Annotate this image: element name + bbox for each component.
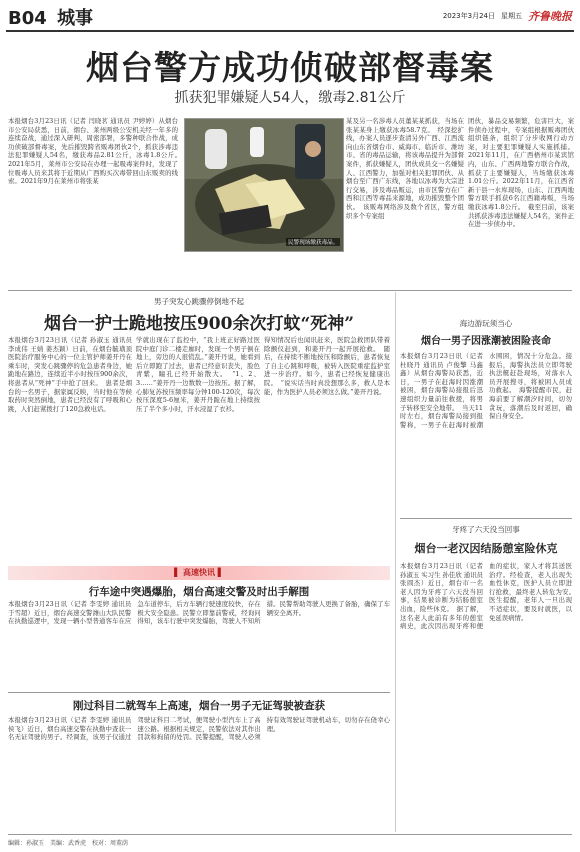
nurse-col-1: 本报烟台3月23日讯（记者 孙淑玉 通讯员 李成伟 王婧 姜杰颖）日前，在烟台毓璜顶医院治疗服务中心的一位主管护师姜开丹在乘车时，突发心跳骤停的危急患者身边，她跪地在路边，连续近半小时按压900余次，将患者从“死神”手中抢了回来。 患者是烟台的一名男子，据家属反映，当时他在等候取药时突然倒地，患者已经没有了呼吸和心跳，人们赶紧拨打了120急救电话。: [8, 336, 132, 413]
tooth-body: 本报烟台3月23日讯（记者 孙淑玉 实习生 孙佳欣 通讯员 张圆杰）近日，烟台市一名老人因为牙疼了六天没当回事，结果被诊断为结肠憩室出血，险些休克。 据了解，这名老人此前有多年的憩室病史，此次因出现牙疼和便血的症状，家人才将其送医治疗。经检查，老人出现失血性休克，医护人员立即进行抢救，最终老人转危为安。 医生提醒，老年人一旦出现不适症状，要及时就医，以免延误病情。: [400, 562, 579, 631]
highway-story-2-body: 本报烟台3月23日讯（记者 李雯婷 通讯员 侯飞）近日，烟台高速交警在执勤中查获一名无证驾驶的男子。经调查，该男子仅通过驾驶证科目二考试，便驾驶小型汽车上了高速公路。根据相关规定，民警依法对其作出罚款和拘留的处罚。民警提醒，驾驶人必须持有效驾驶证驾驶机动车，切勿存在侥幸心理。: [8, 716, 390, 742]
lead-col-2: 某及另一名涉毒人员董某某抓获，当场在张某某身上缴获冰毒58.7克。 经深挖扩线，办案人员逐步查清另外广西、江西流向山东省烟台市、威海市、临沂市、潍坊市、省的毒品运输，将该毒品提升为部督案件，抓获嫌疑人，团伙成员交一名嫌疑人、江西警力，加强对相关犯罪团伙、从烟台至广西广东线，各地以冰毒为大宗进行交易，涉及毒品贩运，由市区警方在广西和江西等毒品来源地，成功摧毁整个团伙。 该贩毒网络涉及数个省区，警方组织多个专案组: [346, 117, 464, 220]
divider-line: [8, 290, 572, 291]
lead-photo: [184, 118, 344, 252]
divider-line: [400, 518, 572, 519]
nurse-col-3: 得知情况后也闻讯赶来，医院急救团队带着除颤仪赶到，和姜开丹一起开展抢救。 随后，在持续不断地按压和除颤后，患者恢复了自主心跳和呼吸，被转入医院重症监护室进一步治疗。如今，患者已经恢复健康出院。 “说实话当时真没想那么多，救人是本能，作为医护人员必须这么做。”姜开丹说。: [264, 336, 390, 396]
section-name: 城事: [57, 8, 94, 29]
page-header-left: [8, 4, 93, 30]
photo-caption: 民警现场缴获毒品。: [288, 240, 339, 246]
seaside-headline: 烟台一男子因涨潮被困险丧命: [421, 336, 551, 347]
lead-subheadline: 抓获犯罪嫌疑人54人，缴毒2.81公斤: [174, 90, 406, 106]
page-number: B04: [8, 8, 47, 29]
newspaper-logo: 齐鲁晚报: [528, 10, 572, 23]
lead-col-1: 本报烟台3月23日讯（记者 闫晓茗 通讯员 尹婷婷）从烟台市公安局获悉，日前，烟台、莱州两级公安机关经一年多的连续奋战，通过深入研判、周密部署，多警种联合作战，成功侦破部督毒案，先后摧毁跨省贩毒团伙2个，抓获涉毒违法犯罪嫌疑人54名，缴获毒品2.81公斤，冰毒1.8公斤。 2021年5月，莱州市公安局在办理一起吸毒案件时，发现了位吸毒人员来其将于近期从广西购买次毒带回山东贩卖的线索。2021年9月在莱州市将张某: [8, 117, 185, 186]
highway-story-2-headline: 刚过科目二就驾车上高速，烟台一男子无证驾驶被查获: [73, 700, 325, 712]
lead-headline: 烟台警方成功侦破部督毒案: [86, 48, 494, 87]
header-rule: [6, 30, 574, 32]
nurse-headline: 烟台一护士跪地按压900余次打蚊“死神”: [43, 314, 355, 334]
column-divider: [395, 292, 396, 832]
nurse-kicker: 男子突发心跳骤停倒地不起: [154, 297, 244, 306]
tooth-headline: 烟台一老汉因结肠憩室险休克: [414, 542, 558, 555]
drug-seizure-photo: [185, 119, 343, 251]
highway-story-1-headline: 行车途中突遇爆胎，烟台高速交警及时出手解围: [88, 586, 310, 598]
section-banner-label: ▌ 高速快讯 ▌: [174, 568, 224, 577]
highway-story-1-body: 本报烟台3月23日讯（记者 李雯婷 通讯员 于雪超）近日，烟台高速交警潍山大队民警在执勤巡逻中，发现一辆小型普通客车在应急车道停车，后方车辆行驶速度较快，存在极大安全隐患。民警立即靠前警戒，经询问得知，该车行驶中突发爆胎，驾驶人不知所措。民警帮助驾驶人更换了备胎，确保了车辆安全离开。: [8, 600, 390, 626]
page-header-right: [443, 8, 572, 24]
nurse-col-2: 学就出现在了监控中，“我上班正好路过医院中庭门诊二楼走廊时，发现一个男子倒在地上，旁边的人很慌乱。”姜开丹说，她看到后立即跑了过去，患者已经意识丧失，脸色青紫，瞳孔已经开始散大。 “1、2、3……”姜开丹一边数数一边按压。据了解，心肺复苏按压频率每分钟100-120次，每次按压深度5-6厘米，姜开丹跪在地上持续按压了半个多小时，汗水浸湿了衣衫。: [136, 336, 260, 413]
seaside-body: 本报烟台3月23日讯（记者 杜晓丹 通讯员 卢俊擎 马鑫鑫）从烟台海警局获悉，近日，一男子在赶海时因涨潮被困，烟台海警局接报后迅速组织力量前往救援，将男子转移至安全地带。 当天11时左右，烟台海警局接到报警称，一男子在赶海时被潮水围困，情况十分危急。接报后，海警执法员立即驾驶执法艇赶赴现场，对落水人员开展搜寻，将被困人员成功救起。 海警提醒市民，赶海前要了解潮汐时间，切勿贪玩，落潮后及时返回，确保自身安全。: [400, 352, 572, 429]
tooth-kicker: 牙疼了六天没当回事: [452, 525, 520, 534]
lead-col-3: 团伙，暴品交易频繁，危害巨大，案件侦办过程中，专案组根据贩毒团伙组织链条，组织了分步收网行动方案，对主要犯罪嫌疑人实施抓捕。2021年11月，在广西梧州市某宾馆内，山东、广西两地警方联合作战，抓获了主要嫌疑人，当场缴获冰毒1.01公斤。2022年11月，在江西省新干县一水库现场，山东、江西两地警方联手抓获6名江西籍毒贩，当场缴获冰毒1.8公斤。 截至目前，该案共抓获涉毒违法嫌疑人54名，案件正在进一步侦办中。: [468, 117, 574, 229]
seaside-kicker: 海边游玩须当心: [459, 319, 513, 328]
issue-date: 2023年3月24日: [442, 12, 495, 20]
issue-weekday: 星期五: [501, 12, 522, 20]
divider-line: [8, 692, 390, 693]
page-footer-credits: 编辑：孙淑玉 美编：武香虎 校对：周董荫: [8, 834, 572, 847]
